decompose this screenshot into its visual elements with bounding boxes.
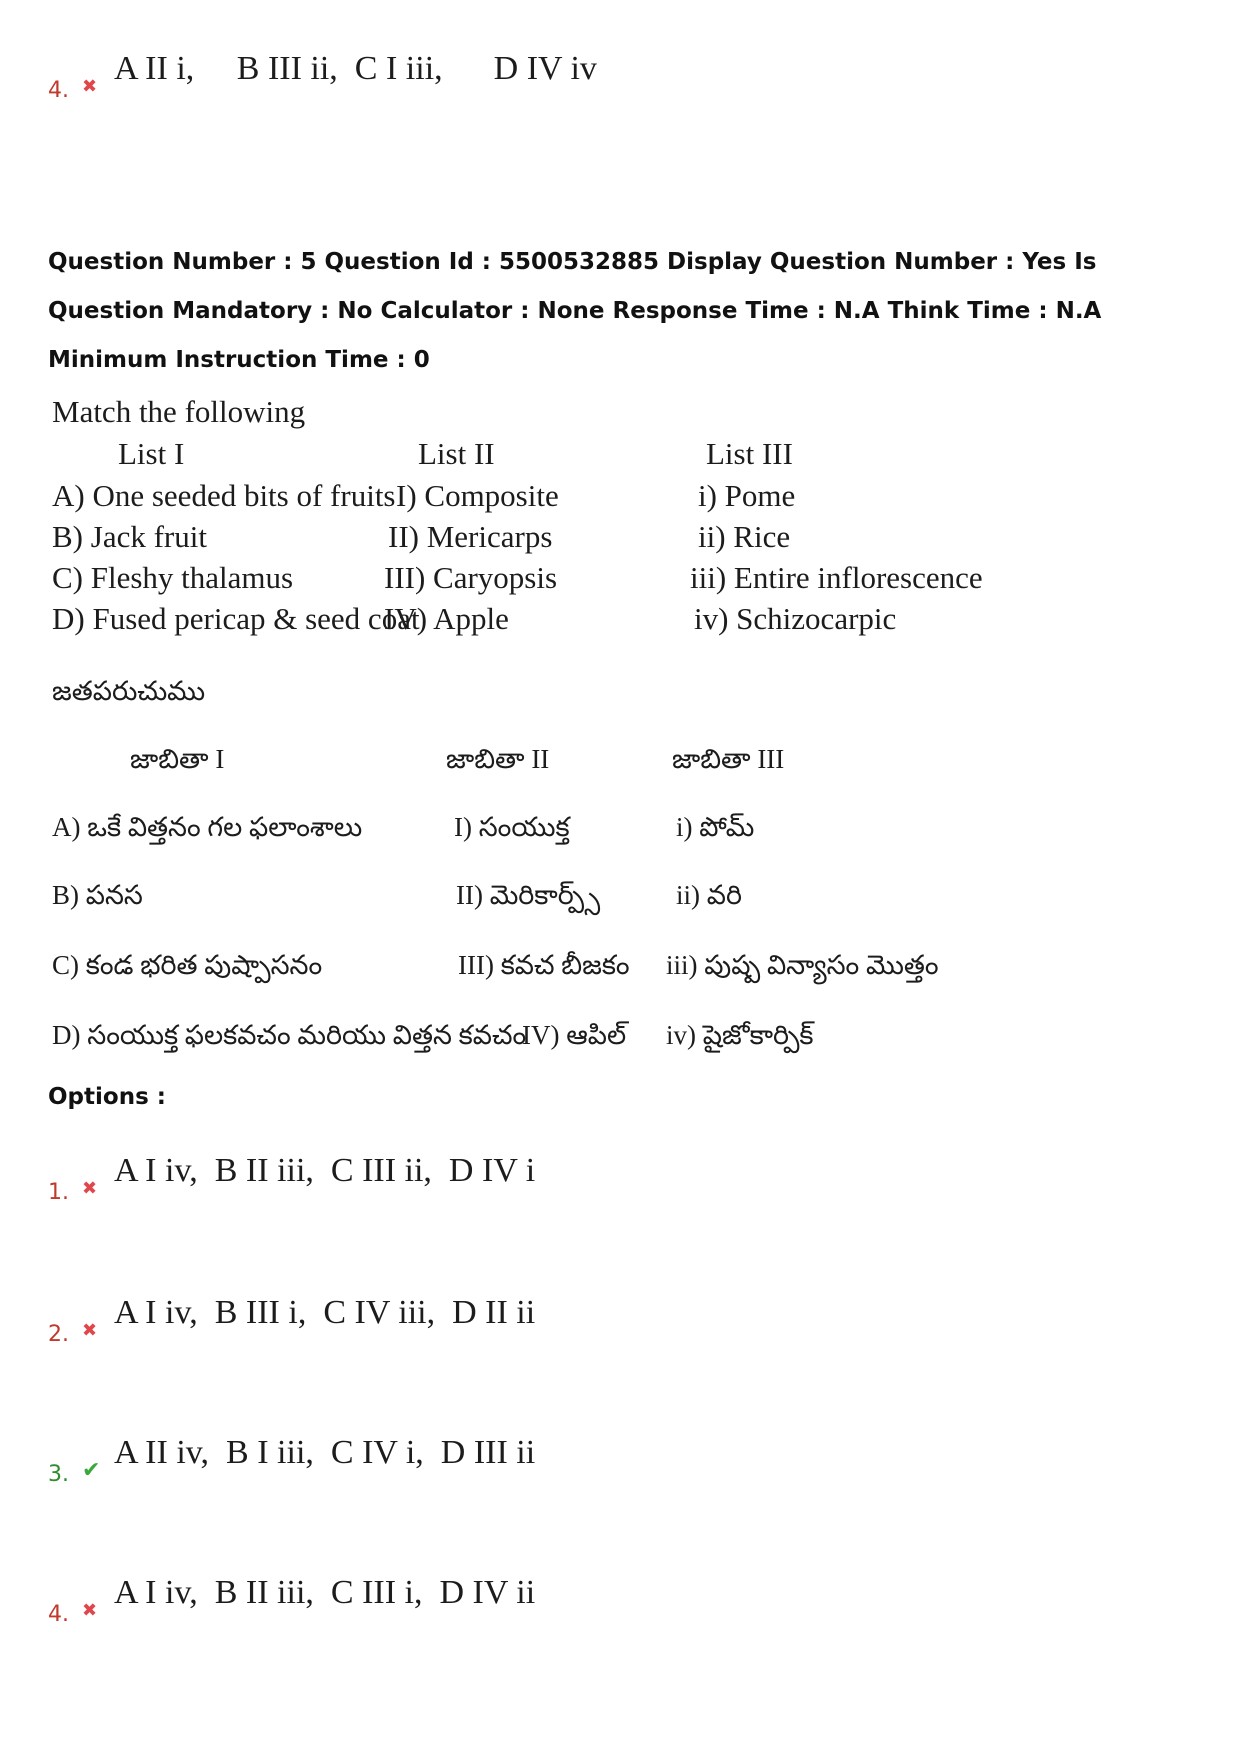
option-text: A I iv, B II iii, C III i, D IV ii	[114, 1574, 536, 1611]
english-list2-item: IV) Apple	[384, 601, 509, 636]
english-list2-item: I) Composite	[396, 478, 559, 513]
english-list1-item: C) Fleshy thalamus	[52, 560, 294, 595]
telugu-header-list1: జాబితా I	[130, 744, 225, 774]
english-list1-item: D) Fused pericap & seed coat	[52, 601, 420, 636]
option-text: A II iv, B I iii, C IV i, D III ii	[114, 1434, 536, 1471]
english-list3-item: ii) Rice	[698, 519, 791, 554]
english-header-list3: List III	[706, 436, 793, 471]
telugu-list1-item: C) కండ భరిత పుష్పాసనం	[52, 950, 323, 980]
cross-icon: ✖	[82, 1320, 98, 1341]
prev-option-4	[48, 50, 748, 110]
telugu-list3-item: i) పోమ్	[676, 812, 755, 842]
telugu-list2-item: IV) ఆపిల్	[522, 1020, 627, 1050]
telugu-header-list2: జాబితా II	[446, 744, 550, 774]
telugu-heading: జతపరుచుము	[52, 676, 206, 706]
telugu-list2-item: III) కవచ బీజకం	[458, 950, 630, 980]
cross-icon: ✖	[82, 1600, 98, 1621]
telugu-header-list3: జాబితా III	[672, 744, 785, 774]
telugu-list1-item: A) ఒకే విత్తనం గల ఫలాంశాలు	[52, 812, 363, 842]
telugu-list2-item: I) సంయుక్త	[454, 812, 570, 842]
option-1	[48, 1152, 748, 1212]
telugu-list1-item: B) పనస	[52, 880, 143, 910]
option-2	[48, 1294, 748, 1354]
cross-icon: ✖	[82, 1178, 98, 1199]
check-icon: ✔	[82, 1458, 101, 1483]
telugu-list1-item: D) సంయుక్త ఫలకవచం మరియు విత్తన కవచం	[52, 1020, 527, 1050]
english-heading: Match the following	[52, 394, 306, 429]
english-header-list1: List I	[118, 436, 185, 471]
option-4	[48, 1574, 748, 1634]
english-list2-item: II) Mericarps	[388, 519, 553, 554]
telugu-list3-item: ii) వరి	[676, 880, 742, 910]
cross-icon: ✖	[82, 76, 98, 97]
option-number: 2.	[48, 1322, 69, 1347]
telugu-list3-item: iii) పుష్ప విన్యాసం మొత్తం	[666, 950, 939, 980]
english-header-list2: List II	[418, 436, 495, 471]
telugu-list2-item: II) మెరికార్ప్స్	[456, 880, 601, 910]
english-list3-item: iii) Entire inflorescence	[690, 560, 983, 595]
option-number: 1.	[48, 1180, 69, 1205]
option-text: A I iv, B II iii, C III ii, D IV i	[114, 1152, 536, 1189]
english-list2-item: III) Caryopsis	[384, 560, 558, 595]
telugu-list3-item: iv) షైజోకార్పిక్	[666, 1020, 814, 1050]
english-list1-item: A) One seeded bits of fruits	[52, 478, 396, 513]
options-label: Options :	[48, 1084, 166, 1110]
question-meta: Question Number : 5 Question Id : 5500532885 Display Question Number : Yes Is Question Mandatory : No Calculator : None Response Time : N.A Think Time : N.A Minimum Instruction Time : 0	[48, 249, 1102, 373]
option-text: A II i, B III ii, C I iii, D IV iv	[114, 50, 597, 87]
english-list1-item: B) Jack fruit	[52, 519, 207, 554]
option-number: 4.	[48, 1602, 69, 1627]
option-number: 4.	[48, 78, 69, 103]
english-list3-item: iv) Schizocarpic	[694, 601, 897, 636]
option-text: A I iv, B III i, C IV iii, D II ii	[114, 1294, 536, 1331]
english-list3-item: i) Pome	[698, 478, 796, 513]
option-number: 3.	[48, 1462, 69, 1487]
option-3	[48, 1434, 748, 1494]
